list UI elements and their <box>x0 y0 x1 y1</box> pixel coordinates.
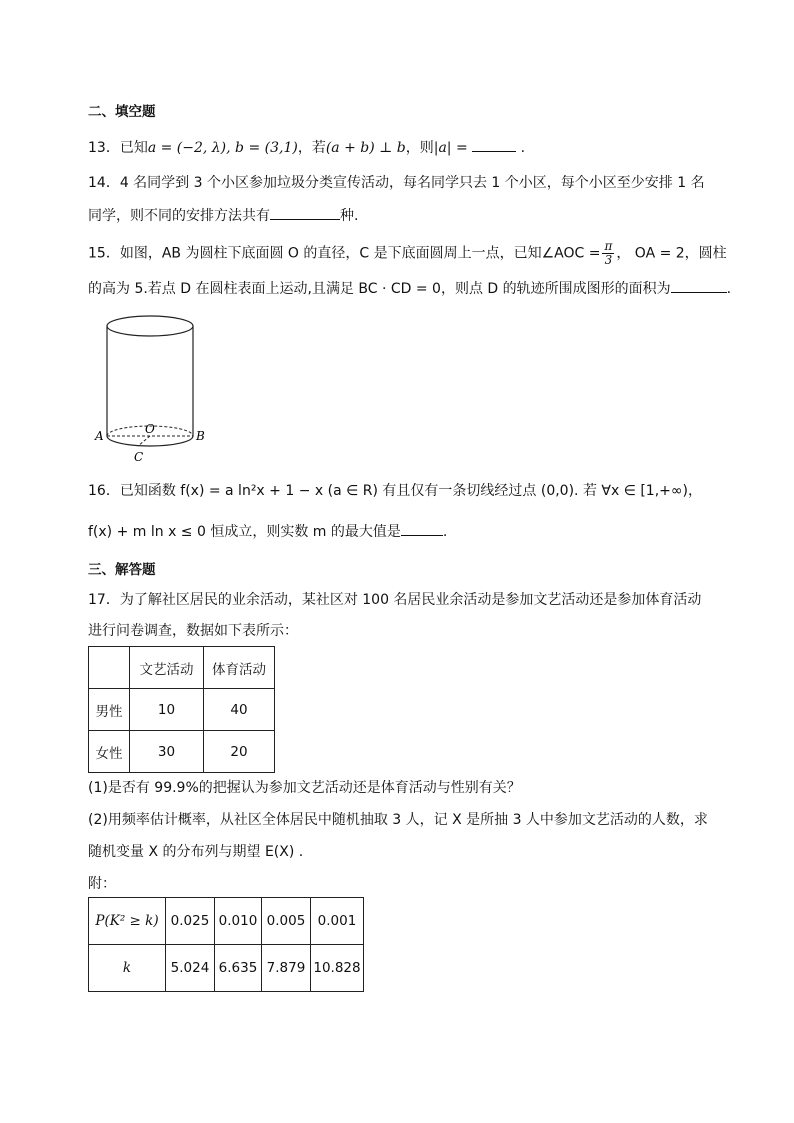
q15-frac-num: π <box>604 239 613 253</box>
survey-header-row <box>89 647 275 689</box>
survey-cell: 20 <box>204 731 275 773</box>
q13-condition: (a + b) ⊥ b <box>325 140 406 156</box>
q13-mid: ，若 <box>297 140 326 156</box>
cylinder-figure <box>90 308 210 468</box>
k-row-label: k <box>89 945 166 992</box>
question-15-line-1 <box>88 240 727 267</box>
survey-row-label: 女性 <box>89 731 130 773</box>
label-b: B <box>196 429 205 443</box>
probability-row-label: P(K² ≥ k) <box>89 898 166 945</box>
survey-cell: 10 <box>130 689 204 731</box>
survey-row-male <box>89 689 275 731</box>
question-17-part-1: (1)是否有 99.9%的把握认为参加文艺活动还是体育活动与性别有关？ <box>88 780 521 796</box>
probability-row <box>89 898 364 945</box>
question-16-line-1: 16．已知函数 f(x) = a ln²x + 1 − x (a ∈ R) 有且仅有一条切线经过点 (0,0). 若 ∀x ∈ [1,+∞)， <box>88 483 703 499</box>
q13-abs: |a| = <box>433 140 468 156</box>
survey-header-sports: 体育活动 <box>204 647 275 689</box>
question-17-part-2-line-2: 随机变量 X 的分布列与期望 E(X) . <box>88 844 304 860</box>
q15-text-a: 15．如图，AB 为圆柱下底面圆 O 的直径，C 是下底面圆周上一点，已知∠AOC = <box>88 245 601 262</box>
question-16-line-2 <box>88 521 447 542</box>
k-cell: 7.879 <box>262 945 311 992</box>
q13-answer-blank[interactable] <box>472 137 516 152</box>
q15-fraction <box>602 240 614 267</box>
q16-end: . <box>442 524 448 540</box>
label-a: A <box>95 429 104 443</box>
q15-answer-blank[interactable] <box>671 278 727 293</box>
survey-header-arts: 文艺活动 <box>130 647 204 689</box>
survey-row-female <box>89 731 275 773</box>
q14-end: 种. <box>340 208 359 224</box>
question-15-line-2 <box>88 278 731 299</box>
k-cell: 10.828 <box>311 945 364 992</box>
survey-cell: 30 <box>130 731 204 773</box>
q13-end: . <box>520 140 526 156</box>
q13-vectors: a = (−2, λ), b = (3,1) <box>147 140 298 156</box>
survey-header-empty <box>89 647 130 689</box>
survey-cell: 40 <box>204 689 275 731</box>
q14-answer-blank[interactable] <box>270 205 340 220</box>
section-heading-fill: 二、填空题 <box>88 104 156 120</box>
probability-cell: 0.005 <box>262 898 311 945</box>
q15-text-c: 的高为 5.若点 D 在圆柱表面上运动,且满足 BC · CD = 0，则点 D 的轨迹所围成图形的面积为 <box>88 281 671 297</box>
appendix-label: 附： <box>88 876 116 892</box>
q15-frac-den: 3 <box>604 253 613 267</box>
q13-prefix: 13．已知 <box>88 140 148 156</box>
survey-table <box>88 646 275 773</box>
q15-end: . <box>726 281 732 297</box>
k-cell: 5.024 <box>166 945 215 992</box>
k-row <box>89 945 364 992</box>
q15-text-b: ， OA = 2，圆柱 <box>616 245 727 262</box>
question-14-line-2 <box>88 205 358 226</box>
probability-cell: 0.001 <box>311 898 364 945</box>
question-17-part-2-line-1: (2)用频率估计概率，从社区全体居民中随机抽取 3 人，记 X 是所抽 3 人中参加文艺活动的人数，求 <box>88 812 708 828</box>
question-17-line-1: 17．为了解社区居民的业余活动，某社区对 100 名居民业余活动是参加文艺活动还是参加体育活动 <box>88 592 702 608</box>
q16-text: f(x) + m ln x ≤ 0 恒成立，则实数 m 的最大值是 <box>88 524 401 540</box>
cylinder-bottom-front <box>107 436 193 446</box>
label-o: O <box>145 422 155 436</box>
cylinder-top-ellipse <box>107 316 193 336</box>
question-17-line-2: 进行问卷调查，数据如下表所示： <box>88 623 298 639</box>
question-13 <box>88 137 525 158</box>
segment-oc <box>138 436 150 446</box>
survey-row-label: 男性 <box>89 689 130 731</box>
label-c: C <box>134 450 144 464</box>
critical-value-table <box>88 897 364 992</box>
q14-text: 同学，则不同的安排方法共有 <box>88 208 270 224</box>
section-heading-answer: 三、解答题 <box>88 562 156 578</box>
probability-cell: 0.025 <box>166 898 215 945</box>
q16-answer-blank[interactable] <box>401 521 443 536</box>
question-14-line-1: 14．4 名同学到 3 个小区参加垃圾分类宣传活动，每名同学只去 1 个小区，每个小区至少安排 1 名 <box>88 175 705 191</box>
k-cell: 6.635 <box>215 945 262 992</box>
probability-cell: 0.010 <box>215 898 262 945</box>
q13-then: ，则 <box>405 140 434 156</box>
